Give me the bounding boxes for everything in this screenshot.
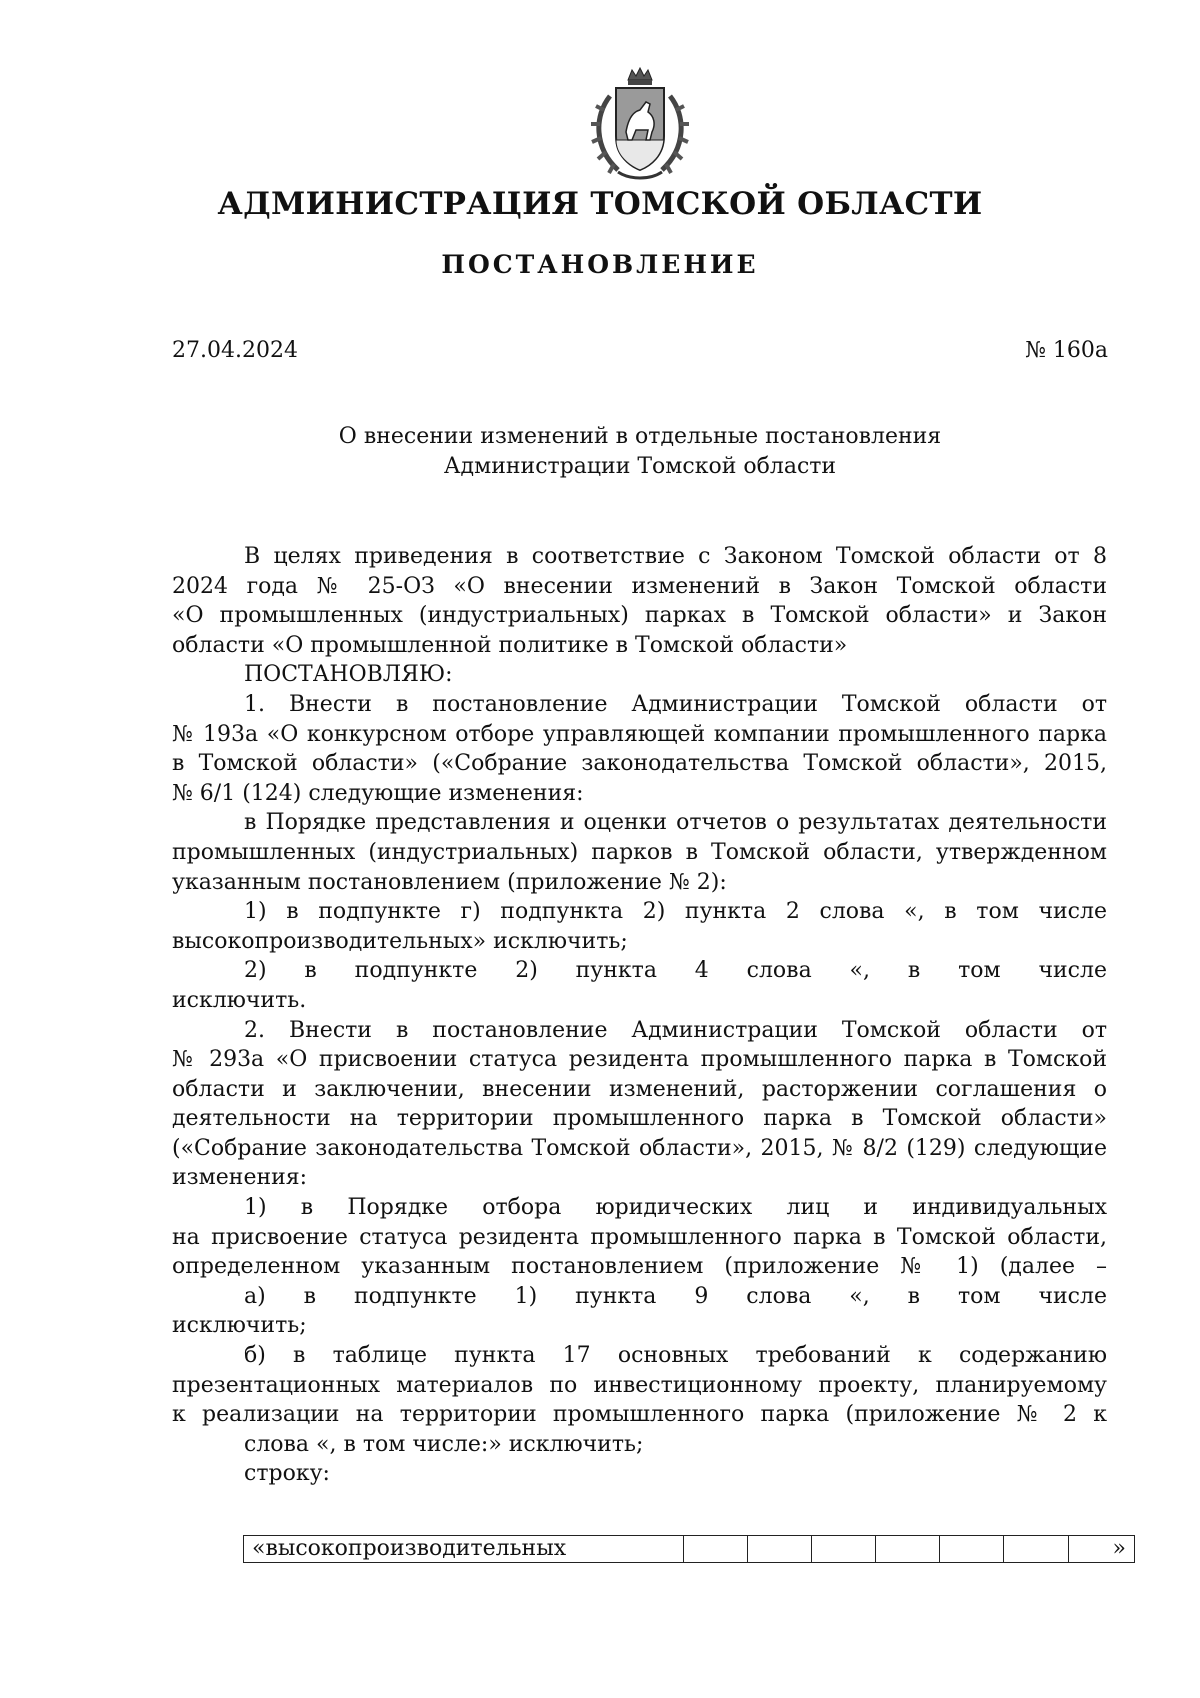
- table-cell-empty: [1004, 1536, 1068, 1563]
- body-line: определенном указанным постановлением (приложение № 1) (далее –: [172, 1254, 1107, 1280]
- document-number: № 160а: [1025, 338, 1108, 363]
- body-line: 2024 года № 25-ОЗ «О внесении изменений в Закон Томской области: [172, 573, 1107, 599]
- body-line: к реализации на территории промышленного парка (приложение № 2 к: [172, 1402, 1107, 1428]
- body-line: презентационных материалов по инвестиционному проекту, планируемому: [172, 1372, 1107, 1398]
- body-line: области и заключении, внесении изменений, расторжении соглашения о: [172, 1076, 1107, 1102]
- body-line: строку:: [244, 1461, 330, 1487]
- body-line: 2) в подпункте 2) пункта 4 слова «, в том числе: [244, 958, 1107, 984]
- body-line: на присвоение статуса резидента промышленного парка в Томской области,: [172, 1224, 1107, 1250]
- body-line: б) в таблице пункта 17 основных требований к содержанию: [244, 1343, 1107, 1369]
- body-line: («Собрание законодательства Томской области», 2015, № 8/2 (129) следующие: [172, 1135, 1107, 1161]
- body-line: В целях приведения в соответствие с Законом Томской области от 8: [244, 544, 1107, 569]
- body-line: в Порядке представления и оценки отчетов о результатах деятельности: [244, 810, 1107, 836]
- table-cell-empty: [811, 1536, 875, 1563]
- body-line: № 293а «О присвоении статуса резидента промышленного парка в Томской: [172, 1047, 1107, 1073]
- subject-line: О внесении изменений в отдельные постановления: [338, 424, 942, 449]
- body-line: указанным постановлением (приложение № 2):: [172, 869, 727, 895]
- body-line: области «О промышленной политике в Томской области»: [172, 632, 848, 658]
- document-type: ПОСТАНОВЛЕНИЕ: [441, 250, 759, 279]
- body-line: ПОСТАНОВЛЯЮ:: [244, 662, 453, 688]
- body-line: «О промышленных (индустриальных) парках в Томской области» и Закон: [172, 603, 1107, 629]
- table-cell-closing-quote: »: [1068, 1536, 1135, 1563]
- body-line: в Томской области» («Собрание законодательства Томской области», 2015,: [172, 751, 1107, 777]
- body-line: 1) в подпункте г) подпункта 2) пункта 2 слова «, в том числе: [244, 899, 1107, 925]
- body-line: а) в подпункте 1) пункта 9 слова «, в том числе: [244, 1283, 1107, 1309]
- table-cell-empty: [747, 1536, 811, 1563]
- quoted-table-row: [243, 1535, 1135, 1563]
- body-line: 1. Внести в постановление Администрации Томской области от: [244, 691, 1107, 717]
- body-line: слова «, в том числе:» исключить;: [244, 1431, 644, 1457]
- subject-line: Администрации Томской области: [443, 454, 837, 479]
- body-line: исключить;: [172, 1313, 307, 1339]
- body-line: 1) в Порядке отбора юридических лиц и индивидуальных: [244, 1195, 1107, 1221]
- table-row: [244, 1536, 1135, 1563]
- document-subject: [200, 422, 1080, 482]
- body-line: высокопроизводительных» исключить;: [172, 928, 628, 954]
- table-cell-empty: [940, 1536, 1004, 1563]
- table-cell-empty: [683, 1536, 747, 1563]
- body-line: № 6/1 (124) следующие изменения:: [172, 780, 584, 806]
- body-line: деятельности на территории промышленного парка в Томской области»: [172, 1106, 1107, 1132]
- coat-of-arms-emblem: [588, 66, 692, 184]
- table-cell-term: «высокопроизводительных: [244, 1536, 684, 1563]
- body-line: 2. Внести в постановление Администрации Томской области от: [244, 1017, 1107, 1043]
- document-body: [172, 542, 1107, 1489]
- body-line: промышленных (индустриальных) парков в Томской области, утвержденном: [172, 839, 1107, 865]
- body-line: изменения:: [172, 1165, 308, 1191]
- body-line: № 193а «О конкурсном отборе управляющей компании промышленного парка: [172, 721, 1107, 747]
- body-line: исключить.: [172, 987, 307, 1013]
- organization-title: АДМИНИСТРАЦИЯ ТОМСКОЙ ОБЛАСТИ: [217, 186, 983, 222]
- table-cell-empty: [876, 1536, 940, 1563]
- document-date: 27.04.2024: [172, 338, 298, 363]
